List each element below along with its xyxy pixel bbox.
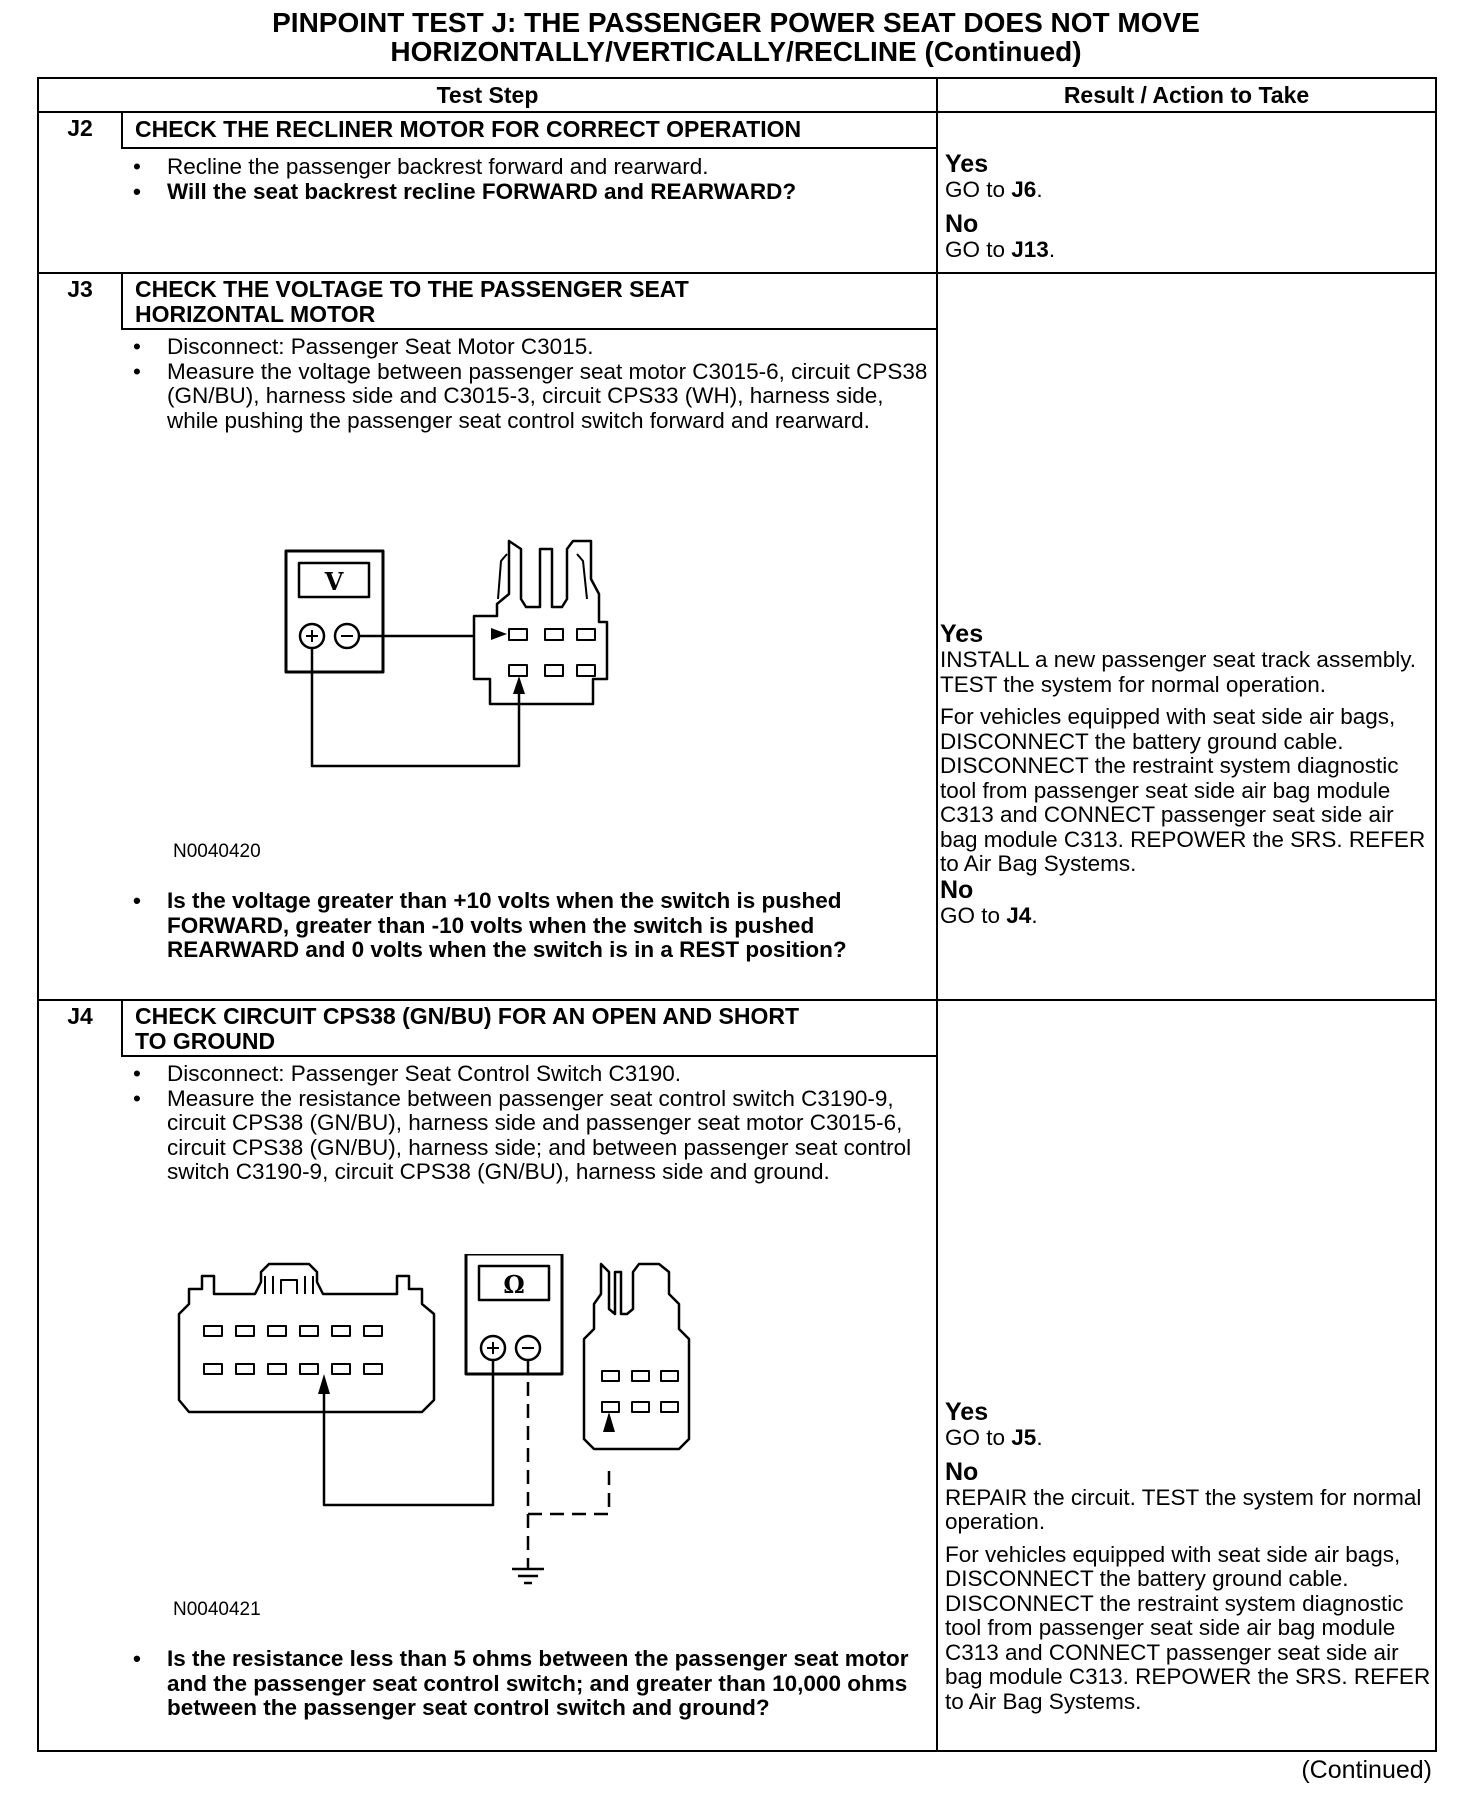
step-instructions <box>129 155 929 204</box>
step-title-line: TO GROUND <box>135 1028 276 1054</box>
result-text: GO to <box>940 902 1007 928</box>
result-no-action <box>940 904 1430 929</box>
result-text: . <box>1048 236 1056 262</box>
result-text: GO to <box>945 177 1012 202</box>
result-note: For vehicles equipped with seat side air bags, DISCONNECT the battery ground cable. DISCONNECT the restraint system diagnostic tool from passenger seat side air bag module C313 and CONNECT passenger seat side air bag module C313. REPOWER the SRS. REFER to Air Bag Systems. <box>945 1541 1431 1714</box>
result-yes-label: Yes <box>940 620 984 648</box>
figure-code: N0040420 <box>173 841 261 862</box>
pinpoint-test-table <box>37 77 1437 1752</box>
motor-connector-icon <box>474 541 607 704</box>
step-id: J3 <box>67 276 93 302</box>
ground-icon <box>512 1569 544 1583</box>
result-yes-action <box>945 178 1435 203</box>
result-no-label: No <box>945 209 979 238</box>
continued-label: (Continued) <box>1301 1756 1432 1784</box>
result-yes-label: Yes <box>945 150 989 178</box>
step-id-divider <box>121 272 123 328</box>
step-result <box>945 1399 1435 1714</box>
result-no-label: No <box>940 875 974 904</box>
result-note: For vehicles equipped with seat side air bags, DISCONNECT the battery ground cable. DISCONNECT the restraint system diagnostic tool from passenger seat side air bag module C313 and CONNECT passenger seat side air bag module C313. REPOWER the SRS. REFER to Air Bag Systems. <box>940 704 1426 876</box>
step-link[interactable]: J13 <box>1011 236 1049 262</box>
step-link[interactable]: J4 <box>1006 902 1032 928</box>
result-yes-label: Yes <box>945 1398 989 1426</box>
column-divider <box>936 79 938 1750</box>
probe-arrow-icon <box>603 1412 615 1432</box>
question-item: • Will the seat backrest recline FORWARD and REARWARD? <box>129 180 929 205</box>
figure-code: N0040421 <box>173 1599 261 1620</box>
question-item: • Is the resistance less than 5 ohms between the passenger seat motor and the passenger seat control switch; and greater than 10,000 ohms between the passenger seat control switch and ground? <box>129 1647 929 1721</box>
result-no-action: REPAIR the circuit. TEST the system for normal operation. <box>945 1484 1422 1534</box>
resistance-test-diagram <box>169 1254 809 1599</box>
switch-connector-icon <box>179 1264 434 1412</box>
instruction-item: • Disconnect: Passenger Seat Motor C3015. <box>129 335 929 360</box>
page-title-line2: HORIZONTALLY/VERTICALLY/RECLINE (Continued) <box>390 36 1082 67</box>
step-result <box>940 621 1430 928</box>
question-item: • Is the voltage greater than +10 volts when the switch is pushed FORWARD, greater than -10 volts when the switch is pushed REARWARD and 0 volts when the switch is in a REST position? <box>129 889 929 963</box>
header-rule <box>39 111 1435 113</box>
result-no-label: No <box>945 1457 979 1486</box>
step-result <box>945 151 1435 262</box>
step-link[interactable]: J6 <box>1011 177 1037 202</box>
meter-symbol: V <box>324 567 344 596</box>
step-title-line: CHECK THE VOLTAGE TO THE PASSENGER SEAT <box>135 276 689 302</box>
result-text: GO to <box>945 236 1012 262</box>
step-id: J4 <box>67 1003 93 1029</box>
voltage-test-diagram <box>269 529 739 829</box>
result-text: . <box>1031 902 1038 928</box>
title-rule <box>121 147 936 149</box>
result-text: . <box>1036 177 1043 202</box>
page-title <box>0 8 1472 66</box>
step-question <box>129 889 929 963</box>
motor-connector-icon <box>584 1264 689 1449</box>
page-title-line1: PINPOINT TEST J: THE PASSENGER POWER SEAT DOES NOT MOVE <box>272 7 1200 38</box>
title-rule <box>121 1055 936 1057</box>
meter-symbol: Ω <box>503 1270 525 1299</box>
probe-arrow-icon <box>318 1374 330 1394</box>
step-id: J2 <box>67 115 93 141</box>
step-title-line: HORIZONTAL MOTOR <box>135 301 376 327</box>
instruction-item: • Measure the resistance between passenger seat control switch C3190-9, circuit CPS38 (GN/BU), harness side and passenger seat motor C3015-6, circuit CPS38 (GN/BU), harness side; and between passenger seat control switch C3190-9, circuit CPS38 (GN/BU), harness side and ground. <box>129 1087 929 1185</box>
step-rule <box>39 272 1435 274</box>
result-no-action <box>945 238 1435 263</box>
step-rule <box>39 999 1435 1001</box>
instruction-item: • Disconnect: Passenger Seat Control Switch C3190. <box>129 1062 929 1087</box>
instruction-item: • Measure the voltage between passenger seat motor C3015-6, circuit CPS38 (GN/BU), harness side and C3015-3, circuit CPS33 (WH), harness side, while pushing the passenger seat control switch forward and rearward. <box>129 360 929 434</box>
probe-arrow-icon <box>513 676 525 694</box>
column-header-test-step: Test Step <box>436 82 539 108</box>
step-id-divider <box>121 999 123 1055</box>
step-instructions <box>129 1062 929 1185</box>
result-text: . <box>1036 1425 1043 1450</box>
result-yes-action <box>945 1426 1435 1451</box>
title-rule <box>121 328 936 330</box>
step-title <box>135 277 925 327</box>
column-header-result: Result / Action to Take <box>1063 82 1310 108</box>
result-text: GO to <box>945 1425 1012 1450</box>
step-instructions <box>129 335 929 433</box>
instruction-item: • Recline the passenger backrest forward and rearward. <box>129 155 929 180</box>
step-question <box>129 1647 929 1721</box>
step-title: CHECK THE RECLINER MOTOR FOR CORRECT OPERATION <box>135 116 802 142</box>
step-id-divider <box>121 111 123 147</box>
probe-arrow-icon <box>491 628 507 640</box>
step-title <box>135 1004 925 1054</box>
step-link[interactable]: J5 <box>1011 1425 1037 1450</box>
step-title-line: CHECK CIRCUIT CPS38 (GN/BU) FOR AN OPEN AND SHORT <box>135 1003 800 1029</box>
result-yes-action: INSTALL a new passenger seat track assembly. TEST the system for normal operation. <box>940 647 1417 697</box>
